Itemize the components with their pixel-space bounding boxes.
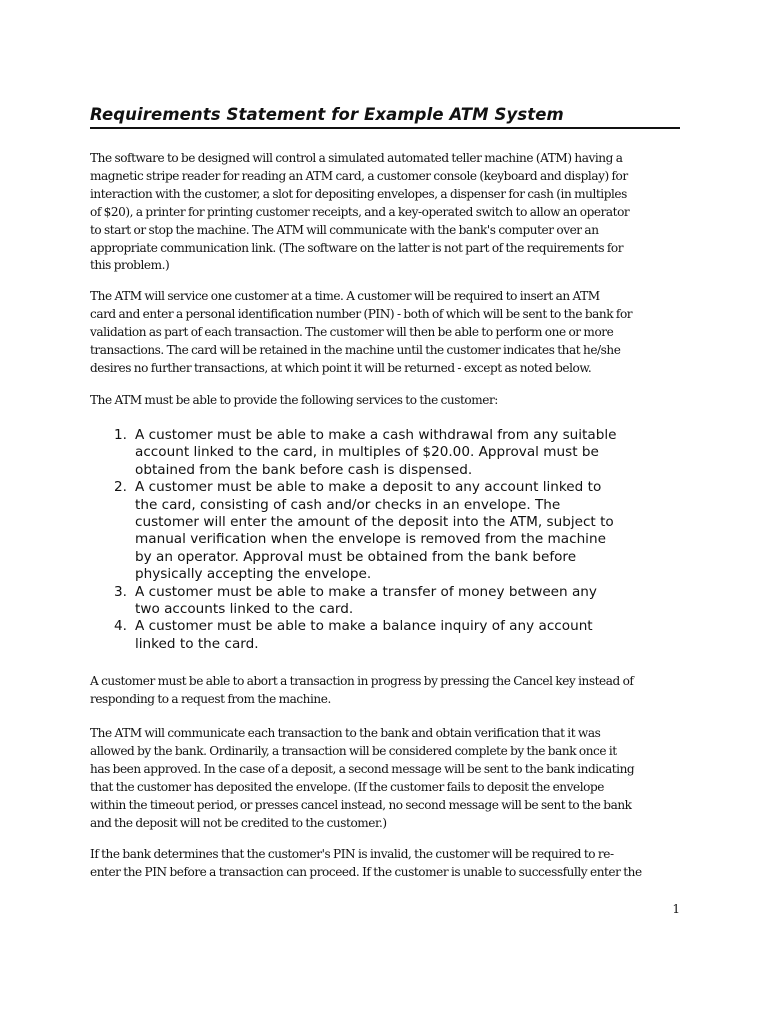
text-line: A customer must be able to make a cash withdrawal from any suitable	[135, 427, 617, 443]
list-number: 2.	[114, 479, 127, 496]
text-line: appropriate communication link. (The software on the latter is not part of the requirements for	[90, 240, 624, 255]
text-line: magnetic stripe reader for reading an ATM card, a customer console (keyboard and display) for	[90, 168, 628, 183]
text-line: physically accepting the envelope.	[135, 566, 372, 583]
paragraph-cancel	[90, 673, 680, 709]
text-line: has been approved. In the case of a deposit, a second message will be sent to the bank indicating	[90, 761, 635, 776]
text-line: of $20), a printer for printing customer receipts, and a key-operated switch to allow an operator	[90, 204, 630, 219]
text-line: A customer must be able to make a transfer of money between any	[135, 583, 597, 600]
document-title: Requirements Statement for Example ATM System	[90, 104, 680, 129]
text-line: that the customer has deposited the envelope. (If the customer fails to deposit the envelope	[90, 779, 604, 794]
text-line: The ATM must be able to provide the following services to the customer:	[90, 393, 498, 407]
text-line: A customer must be able to abort a transaction in progress by pressing the Cancel key instead of	[90, 674, 634, 688]
list-item	[90, 618, 680, 653]
text-line: manual verification when the envelope is removed from the machine	[135, 531, 606, 548]
paragraph-bank-communication	[90, 725, 680, 832]
text-line: and the deposit will not be credited to the customer.)	[90, 815, 387, 830]
paragraph-services-intro	[90, 392, 680, 410]
page-number: 1	[672, 902, 680, 916]
list-item	[90, 479, 680, 583]
text-line: responding to a request from the machine.	[90, 691, 331, 706]
text-line: account linked to the card, in multiples of $20.00. Approval must be	[135, 444, 599, 461]
list-item	[90, 427, 680, 479]
text-line: customer will enter the amount of the deposit into the ATM, subject to	[135, 514, 614, 531]
text-line: linked to the card.	[135, 635, 259, 652]
text-line: allowed by the bank. Ordinarily, a transaction will be considered complete by the bank once it	[90, 743, 617, 758]
text-line: If the bank determines that the customer's PIN is invalid, the customer will be required to re-	[90, 847, 614, 861]
text-line: enter the PIN before a transaction can proceed. If the customer is unable to successfully enter the	[90, 864, 642, 879]
text-line: desires no further transactions, at which point it will be returned - except as noted below.	[90, 360, 592, 375]
list-number: 3.	[114, 583, 127, 600]
text-line: The software to be designed will control a simulated automated teller machine (ATM) having a	[90, 151, 623, 165]
text-line: by an operator. Approval must be obtained from the bank before	[135, 548, 577, 565]
paragraph-invalid-pin	[90, 846, 680, 882]
services-list	[90, 427, 680, 653]
list-number: 4.	[114, 618, 127, 635]
text-line: validation as part of each transaction. The customer will then be able to perform one or more	[90, 324, 614, 339]
paragraph-overview	[90, 150, 680, 275]
text-line: to start or stop the machine. The ATM will communicate with the bank's computer over an	[90, 222, 599, 237]
paragraph-customer-service	[90, 288, 680, 378]
text-line: obtained from the bank before cash is dispensed.	[135, 461, 473, 478]
text-line: this problem.)	[90, 258, 170, 273]
list-number: 1.	[114, 427, 127, 443]
text-line: card and enter a personal identification number (PIN) - both of which will be sent to the bank for	[90, 306, 633, 321]
text-line: within the timeout period, or presses cancel instead, no second message will be sent to the bank	[90, 797, 632, 812]
text-line: the card, consisting of cash and/or checks in an envelope. The	[135, 496, 561, 513]
document-page	[90, 0, 680, 1024]
text-line: A customer must be able to make a balance inquiry of any account	[135, 618, 593, 635]
list-item	[90, 584, 680, 619]
text-line: The ATM will service one customer at a time. A customer will be required to insert an ATM	[90, 289, 600, 303]
text-line: The ATM will communicate each transaction to the bank and obtain verification that it was	[90, 726, 601, 740]
text-line: transactions. The card will be retained in the machine until the customer indicates that he/she	[90, 342, 621, 357]
text-line: interaction with the customer, a slot for depositing envelopes, a dispenser for cash (in multiples	[90, 186, 627, 201]
text-line: two accounts linked to the card.	[135, 601, 354, 618]
text-line: A customer must be able to make a deposit to any account linked to	[135, 479, 602, 496]
